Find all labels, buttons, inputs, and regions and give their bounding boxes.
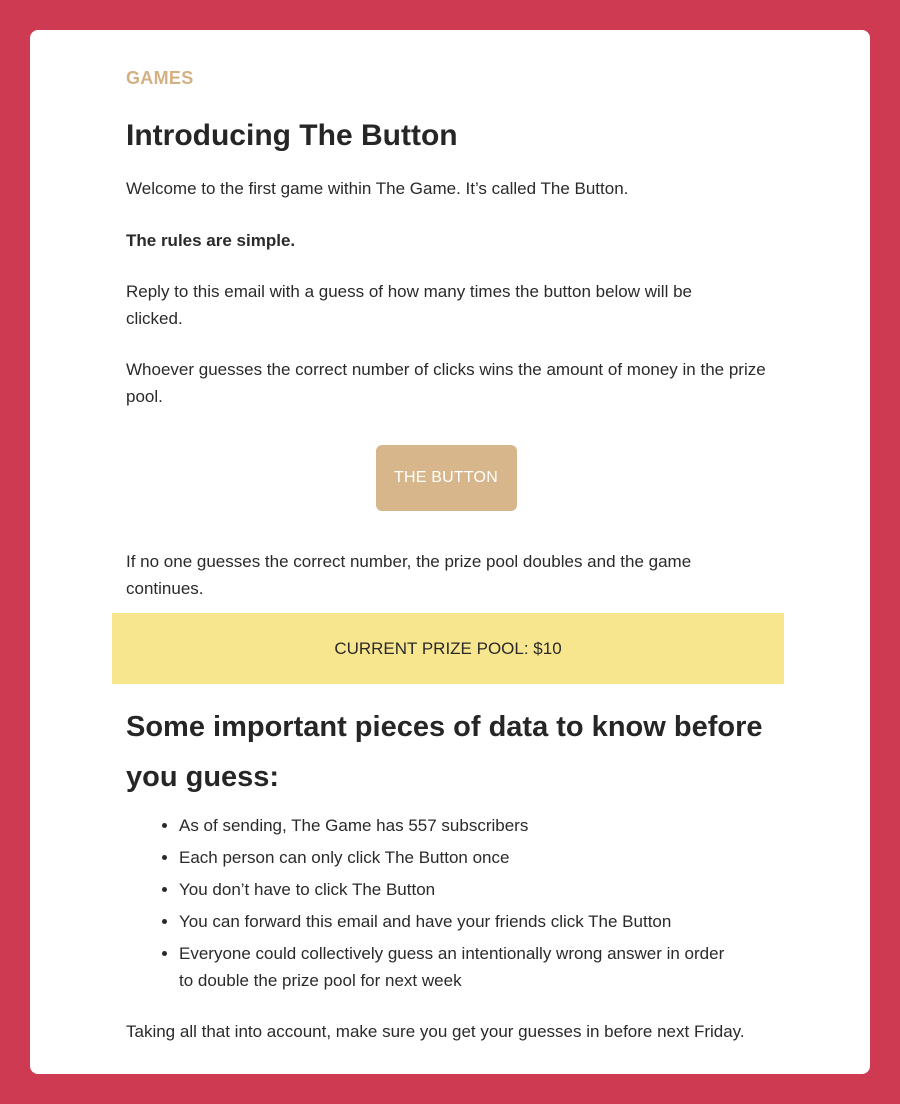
- category-label: GAMES: [126, 68, 194, 88]
- rules-heading: The rules are simple.: [126, 231, 296, 250]
- closing-paragraph: Taking all that into account, make sure you get your guesses in before next Friday.: [126, 1022, 745, 1041]
- facts-list: [126, 812, 739, 999]
- button-container: [126, 445, 766, 511]
- email-title: Introducing The Button: [126, 119, 458, 152]
- list-item: • As of sending, The Game has 557 subscribers: [179, 812, 739, 839]
- intro-paragraph: Welcome to the first game within The Game. It’s called The Button.: [126, 179, 629, 198]
- list-item: • Each person can only click The Button once: [179, 844, 739, 871]
- rule-win-paragraph: Whoever guesses the correct number of clicks wins the amount of money in the prize pool.: [126, 360, 766, 406]
- prize-pool-banner: CURRENT PRIZE POOL: $10: [112, 613, 784, 684]
- data-heading: Some important pieces of data to know before you guess:: [126, 711, 763, 793]
- no-winner-paragraph: If no one guesses the correct number, the prize pool doubles and the game continues.: [126, 552, 692, 598]
- list-item: • You don’t have to click The Button: [179, 876, 739, 903]
- email-card: [30, 30, 870, 1074]
- list-item: • You can forward this email and have your friends click The Button: [179, 908, 739, 935]
- rule-reply-paragraph: Reply to this email with a guess of how many times the button below will be clicked.: [126, 282, 692, 328]
- the-button[interactable]: THE BUTTON: [376, 445, 517, 511]
- list-item: • Everyone could collectively guess an intentionally wrong answer in order to double the prize pool for next week: [179, 940, 739, 994]
